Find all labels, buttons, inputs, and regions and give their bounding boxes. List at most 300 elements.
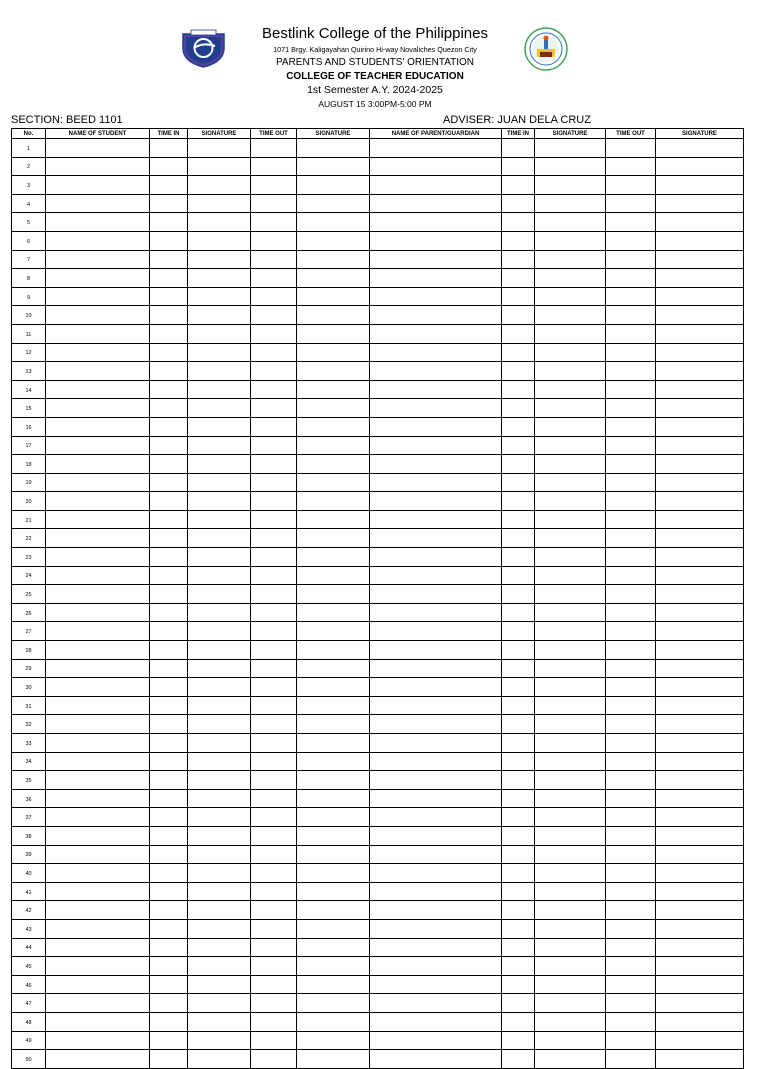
parent-name-cell xyxy=(370,715,502,734)
parent-time-out-cell xyxy=(606,343,656,362)
student-signature-out-cell xyxy=(297,529,370,548)
student-signature-in-cell xyxy=(188,678,251,697)
student-signature-out-cell xyxy=(297,938,370,957)
student-time-out-cell xyxy=(251,585,297,604)
student-name-cell xyxy=(46,362,150,381)
table-row xyxy=(12,510,744,529)
row-number: 12 xyxy=(12,343,46,362)
parent-time-in-cell xyxy=(502,659,535,678)
row-number: 9 xyxy=(12,287,46,306)
parent-signature-out-cell xyxy=(656,771,744,790)
student-time-in-cell xyxy=(150,306,188,325)
parent-time-out-cell xyxy=(606,975,656,994)
parent-signature-in-cell xyxy=(535,715,606,734)
parent-name-cell xyxy=(370,417,502,436)
row-number: 22 xyxy=(12,529,46,548)
table-row xyxy=(12,1031,744,1050)
parent-signature-in-cell xyxy=(535,473,606,492)
parent-signature-out-cell xyxy=(656,641,744,660)
parent-signature-out-cell xyxy=(656,678,744,697)
parent-time-in-cell xyxy=(502,622,535,641)
parent-time-out-cell xyxy=(606,566,656,585)
parent-time-in-cell xyxy=(502,529,535,548)
parent-time-in-cell xyxy=(502,510,535,529)
student-signature-in-cell xyxy=(188,417,251,436)
student-signature-out-cell xyxy=(297,715,370,734)
row-number: 13 xyxy=(12,362,46,381)
student-name-cell xyxy=(46,882,150,901)
student-name-cell xyxy=(46,566,150,585)
table-row xyxy=(12,455,744,474)
student-name-cell xyxy=(46,455,150,474)
student-time-out-cell xyxy=(251,529,297,548)
parent-signature-out-cell xyxy=(656,380,744,399)
parent-time-out-cell xyxy=(606,417,656,436)
student-time-in-cell xyxy=(150,436,188,455)
attendance-rows xyxy=(12,139,744,1069)
student-time-out-cell xyxy=(251,1031,297,1050)
row-number: 23 xyxy=(12,548,46,567)
parent-time-in-cell xyxy=(502,864,535,883)
student-name-cell xyxy=(46,194,150,213)
parent-signature-in-cell xyxy=(535,585,606,604)
parent-name-cell xyxy=(370,194,502,213)
parent-time-out-cell xyxy=(606,287,656,306)
parent-signature-in-cell xyxy=(535,157,606,176)
table-row xyxy=(12,250,744,269)
parent-signature-out-cell xyxy=(656,473,744,492)
student-time-in-cell xyxy=(150,343,188,362)
parent-signature-in-cell xyxy=(535,269,606,288)
parent-time-out-cell xyxy=(606,455,656,474)
parent-time-out-cell xyxy=(606,734,656,753)
parent-signature-in-cell xyxy=(535,919,606,938)
student-name-cell xyxy=(46,492,150,511)
parent-time-out-cell xyxy=(606,1050,656,1069)
student-signature-in-cell xyxy=(188,789,251,808)
student-time-in-cell xyxy=(150,994,188,1013)
student-time-in-cell xyxy=(150,585,188,604)
parent-time-in-cell xyxy=(502,1012,535,1031)
student-signature-in-cell xyxy=(188,492,251,511)
student-time-out-cell xyxy=(251,157,297,176)
parent-time-out-cell xyxy=(606,436,656,455)
student-signature-out-cell xyxy=(297,882,370,901)
parent-signature-in-cell xyxy=(535,324,606,343)
student-signature-out-cell xyxy=(297,585,370,604)
student-name-cell xyxy=(46,287,150,306)
parent-name-cell xyxy=(370,436,502,455)
parent-signature-in-cell xyxy=(535,994,606,1013)
parent-signature-out-cell xyxy=(656,510,744,529)
parent-name-cell xyxy=(370,1031,502,1050)
student-signature-out-cell xyxy=(297,157,370,176)
table-row xyxy=(12,269,744,288)
table-row xyxy=(12,473,744,492)
parent-signature-in-cell xyxy=(535,548,606,567)
parent-signature-out-cell xyxy=(656,752,744,771)
student-name-cell xyxy=(46,938,150,957)
student-signature-out-cell xyxy=(297,603,370,622)
row-number: 47 xyxy=(12,994,46,1013)
student-time-out-cell xyxy=(251,603,297,622)
student-time-in-cell xyxy=(150,362,188,381)
parent-signature-out-cell xyxy=(656,603,744,622)
student-time-in-cell xyxy=(150,957,188,976)
student-signature-out-cell xyxy=(297,417,370,436)
student-time-out-cell xyxy=(251,734,297,753)
parent-time-out-cell xyxy=(606,269,656,288)
row-number: 7 xyxy=(12,250,46,269)
student-time-out-cell xyxy=(251,492,297,511)
parent-time-out-cell xyxy=(606,808,656,827)
parent-signature-out-cell xyxy=(656,324,744,343)
student-time-in-cell xyxy=(150,529,188,548)
student-name-cell xyxy=(46,436,150,455)
parent-time-in-cell xyxy=(502,771,535,790)
student-name-cell xyxy=(46,1050,150,1069)
parent-name-cell xyxy=(370,1012,502,1031)
parent-signature-in-cell xyxy=(535,659,606,678)
parent-signature-in-cell xyxy=(535,306,606,325)
student-name-cell xyxy=(46,417,150,436)
table-row xyxy=(12,901,744,920)
parent-signature-in-cell xyxy=(535,901,606,920)
parent-signature-out-cell xyxy=(656,213,744,232)
student-name-cell xyxy=(46,250,150,269)
table-row xyxy=(12,548,744,567)
parent-time-in-cell xyxy=(502,213,535,232)
student-time-out-cell xyxy=(251,362,297,381)
row-number: 33 xyxy=(12,734,46,753)
student-signature-out-cell xyxy=(297,399,370,418)
student-signature-out-cell xyxy=(297,548,370,567)
student-signature-in-cell xyxy=(188,603,251,622)
student-signature-in-cell xyxy=(188,696,251,715)
student-signature-in-cell xyxy=(188,510,251,529)
parent-signature-out-cell xyxy=(656,157,744,176)
parent-time-in-cell xyxy=(502,455,535,474)
parent-signature-out-cell xyxy=(656,1031,744,1050)
semester: 1st Semester A.Y. 2024-2025 xyxy=(307,84,443,96)
student-time-out-cell xyxy=(251,324,297,343)
student-name-cell xyxy=(46,901,150,920)
student-name-cell xyxy=(46,231,150,250)
parent-name-cell xyxy=(370,287,502,306)
student-signature-in-cell xyxy=(188,566,251,585)
student-time-out-cell xyxy=(251,176,297,195)
student-time-out-cell xyxy=(251,715,297,734)
student-signature-in-cell xyxy=(188,957,251,976)
parent-time-in-cell xyxy=(502,417,535,436)
parent-signature-in-cell xyxy=(535,566,606,585)
student-name-cell xyxy=(46,864,150,883)
parent-name-cell xyxy=(370,157,502,176)
parent-signature-in-cell xyxy=(535,826,606,845)
parent-name-cell xyxy=(370,789,502,808)
student-time-in-cell xyxy=(150,213,188,232)
student-signature-in-cell xyxy=(188,919,251,938)
student-time-in-cell xyxy=(150,659,188,678)
table-row xyxy=(12,696,744,715)
parent-name-cell xyxy=(370,176,502,195)
student-signature-out-cell xyxy=(297,436,370,455)
section-label: SECTION: BEED 1101 xyxy=(11,114,123,126)
student-time-in-cell xyxy=(150,399,188,418)
student-signature-out-cell xyxy=(297,250,370,269)
parent-time-in-cell xyxy=(502,696,535,715)
parent-time-in-cell xyxy=(502,324,535,343)
student-signature-out-cell xyxy=(297,1050,370,1069)
parent-time-in-cell xyxy=(502,231,535,250)
student-time-in-cell xyxy=(150,771,188,790)
parent-signature-in-cell xyxy=(535,845,606,864)
student-time-in-cell xyxy=(150,789,188,808)
student-name-cell xyxy=(46,808,150,827)
row-number: 42 xyxy=(12,901,46,920)
row-number: 48 xyxy=(12,1012,46,1031)
parent-signature-in-cell xyxy=(535,343,606,362)
parent-time-out-cell xyxy=(606,231,656,250)
student-signature-in-cell xyxy=(188,287,251,306)
table-row xyxy=(12,157,744,176)
student-name-cell xyxy=(46,548,150,567)
table-row xyxy=(12,436,744,455)
parent-signature-out-cell xyxy=(656,492,744,511)
parent-time-out-cell xyxy=(606,1031,656,1050)
table-row xyxy=(12,845,744,864)
student-signature-in-cell xyxy=(188,324,251,343)
student-name-cell xyxy=(46,139,150,158)
parent-time-in-cell xyxy=(502,380,535,399)
student-name-cell xyxy=(46,641,150,660)
student-signature-in-cell xyxy=(188,455,251,474)
student-time-out-cell xyxy=(251,269,297,288)
parent-name-cell xyxy=(370,324,502,343)
table-row xyxy=(12,213,744,232)
parent-time-out-cell xyxy=(606,938,656,957)
student-name-cell xyxy=(46,919,150,938)
parent-signature-out-cell xyxy=(656,715,744,734)
parent-signature-out-cell xyxy=(656,1050,744,1069)
student-time-out-cell xyxy=(251,808,297,827)
parent-time-in-cell xyxy=(502,752,535,771)
student-name-cell xyxy=(46,975,150,994)
parent-time-out-cell xyxy=(606,901,656,920)
student-time-in-cell xyxy=(150,938,188,957)
table-row xyxy=(12,231,744,250)
student-time-in-cell xyxy=(150,194,188,213)
student-time-out-cell xyxy=(251,826,297,845)
parent-name-cell xyxy=(370,380,502,399)
parent-time-out-cell xyxy=(606,324,656,343)
student-time-out-cell xyxy=(251,901,297,920)
parent-signature-in-cell xyxy=(535,622,606,641)
column-header-student-signature-out: SIGNATURE xyxy=(297,129,370,139)
student-time-in-cell xyxy=(150,269,188,288)
parent-time-out-cell xyxy=(606,176,656,195)
student-time-out-cell xyxy=(251,213,297,232)
table-row xyxy=(12,529,744,548)
parent-signature-out-cell xyxy=(656,919,744,938)
parent-time-in-cell xyxy=(502,492,535,511)
parent-name-cell xyxy=(370,306,502,325)
student-name-cell xyxy=(46,1012,150,1031)
student-signature-out-cell xyxy=(297,678,370,697)
student-time-in-cell xyxy=(150,157,188,176)
column-header-student-time-out: TIME OUT xyxy=(251,129,297,139)
row-number: 24 xyxy=(12,566,46,585)
student-time-out-cell xyxy=(251,994,297,1013)
parent-time-out-cell xyxy=(606,380,656,399)
student-time-out-cell xyxy=(251,1012,297,1031)
student-time-in-cell xyxy=(150,901,188,920)
parent-name-cell xyxy=(370,901,502,920)
parent-time-in-cell xyxy=(502,789,535,808)
student-time-in-cell xyxy=(150,287,188,306)
parent-time-in-cell xyxy=(502,715,535,734)
parent-signature-in-cell xyxy=(535,529,606,548)
student-signature-out-cell xyxy=(297,696,370,715)
student-name-cell xyxy=(46,399,150,418)
parent-time-out-cell xyxy=(606,845,656,864)
student-time-out-cell xyxy=(251,399,297,418)
student-time-in-cell xyxy=(150,473,188,492)
student-signature-out-cell xyxy=(297,771,370,790)
parent-time-in-cell xyxy=(502,641,535,660)
row-number: 11 xyxy=(12,324,46,343)
parent-time-in-cell xyxy=(502,1050,535,1069)
parent-name-cell xyxy=(370,529,502,548)
student-signature-in-cell xyxy=(188,845,251,864)
parent-time-in-cell xyxy=(502,919,535,938)
row-number: 46 xyxy=(12,975,46,994)
parent-name-cell xyxy=(370,826,502,845)
parent-time-out-cell xyxy=(606,789,656,808)
row-number: 32 xyxy=(12,715,46,734)
parent-signature-out-cell xyxy=(656,566,744,585)
table-row xyxy=(12,864,744,883)
parent-signature-out-cell xyxy=(656,194,744,213)
college-seal-icon xyxy=(523,27,569,71)
student-time-out-cell xyxy=(251,1050,297,1069)
parent-time-out-cell xyxy=(606,585,656,604)
table-row xyxy=(12,194,744,213)
parent-signature-in-cell xyxy=(535,771,606,790)
student-name-cell xyxy=(46,157,150,176)
student-time-out-cell xyxy=(251,380,297,399)
student-signature-in-cell xyxy=(188,231,251,250)
adviser-label: ADVISER: JUAN DELA CRUZ xyxy=(443,114,591,126)
parent-time-in-cell xyxy=(502,306,535,325)
row-number: 28 xyxy=(12,641,46,660)
parent-signature-out-cell xyxy=(656,826,744,845)
student-signature-out-cell xyxy=(297,1031,370,1050)
parent-signature-out-cell xyxy=(656,734,744,753)
student-name-cell xyxy=(46,603,150,622)
student-time-in-cell xyxy=(150,324,188,343)
row-number: 29 xyxy=(12,659,46,678)
table-row xyxy=(12,585,744,604)
parent-signature-out-cell xyxy=(656,455,744,474)
student-signature-out-cell xyxy=(297,566,370,585)
parent-time-out-cell xyxy=(606,157,656,176)
student-time-out-cell xyxy=(251,864,297,883)
parent-time-out-cell xyxy=(606,213,656,232)
row-number: 31 xyxy=(12,696,46,715)
student-signature-in-cell xyxy=(188,864,251,883)
parent-time-out-cell xyxy=(606,603,656,622)
parent-name-cell xyxy=(370,752,502,771)
table-row xyxy=(12,882,744,901)
student-time-out-cell xyxy=(251,548,297,567)
student-time-in-cell xyxy=(150,139,188,158)
student-time-out-cell xyxy=(251,139,297,158)
student-signature-out-cell xyxy=(297,808,370,827)
parent-name-cell xyxy=(370,808,502,827)
parent-name-cell xyxy=(370,603,502,622)
parent-time-in-cell xyxy=(502,399,535,418)
table-row xyxy=(12,659,744,678)
student-signature-out-cell xyxy=(297,510,370,529)
parent-time-in-cell xyxy=(502,882,535,901)
column-header-student-signature-in: SIGNATURE xyxy=(188,129,251,139)
student-signature-in-cell xyxy=(188,901,251,920)
student-time-out-cell xyxy=(251,789,297,808)
table-row xyxy=(12,1012,744,1031)
student-signature-out-cell xyxy=(297,901,370,920)
student-time-out-cell xyxy=(251,938,297,957)
student-signature-out-cell xyxy=(297,473,370,492)
student-time-in-cell xyxy=(150,417,188,436)
parent-name-cell xyxy=(370,548,502,567)
parent-signature-out-cell xyxy=(656,938,744,957)
parent-signature-out-cell xyxy=(656,343,744,362)
parent-signature-out-cell xyxy=(656,287,744,306)
student-time-out-cell xyxy=(251,678,297,697)
row-number: 16 xyxy=(12,417,46,436)
parent-time-in-cell xyxy=(502,250,535,269)
parent-name-cell xyxy=(370,492,502,511)
student-time-in-cell xyxy=(150,826,188,845)
student-time-out-cell xyxy=(251,752,297,771)
student-signature-in-cell xyxy=(188,659,251,678)
row-number: 18 xyxy=(12,455,46,474)
parent-name-cell xyxy=(370,1050,502,1069)
student-signature-out-cell xyxy=(297,213,370,232)
row-number: 20 xyxy=(12,492,46,511)
parent-time-out-cell xyxy=(606,659,656,678)
parent-signature-out-cell xyxy=(656,882,744,901)
row-number: 3 xyxy=(12,176,46,195)
row-number: 45 xyxy=(12,957,46,976)
parent-signature-in-cell xyxy=(535,139,606,158)
parent-time-out-cell xyxy=(606,1012,656,1031)
student-time-in-cell xyxy=(150,715,188,734)
parent-time-in-cell xyxy=(502,957,535,976)
student-time-in-cell xyxy=(150,678,188,697)
column-header-number: No. xyxy=(12,129,46,139)
parent-time-in-cell xyxy=(502,1031,535,1050)
parent-name-cell xyxy=(370,641,502,660)
student-signature-in-cell xyxy=(188,752,251,771)
parent-signature-in-cell xyxy=(535,975,606,994)
parent-name-cell xyxy=(370,213,502,232)
parent-time-in-cell xyxy=(502,994,535,1013)
student-signature-in-cell xyxy=(188,306,251,325)
student-name-cell xyxy=(46,213,150,232)
student-time-out-cell xyxy=(251,957,297,976)
